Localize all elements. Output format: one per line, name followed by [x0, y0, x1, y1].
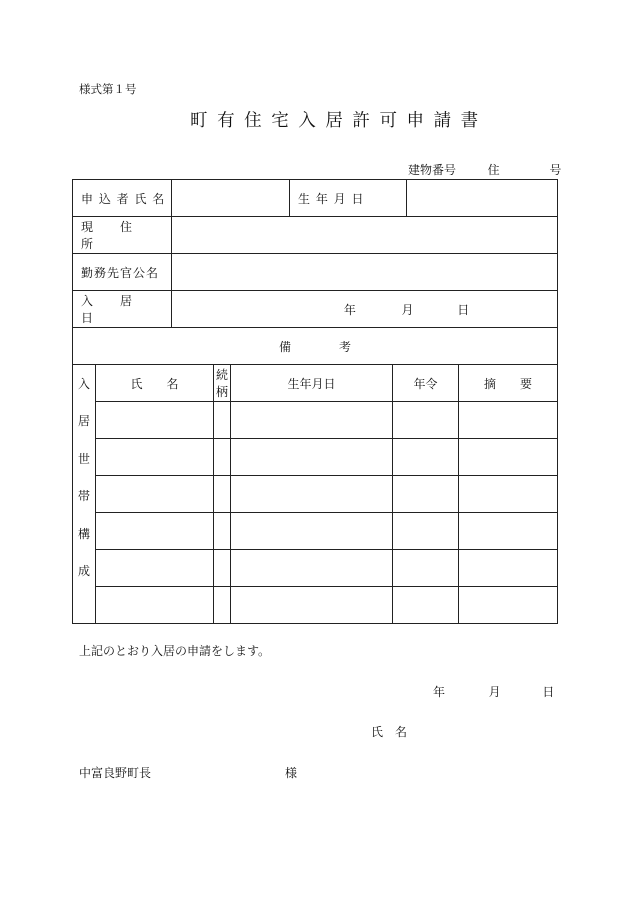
member-age-cell[interactable]	[393, 550, 459, 587]
member-remarks-cell[interactable]	[459, 587, 558, 624]
dob-label: 生 年 月 日	[290, 180, 407, 217]
address-field[interactable]	[172, 217, 558, 254]
member-remarks-cell[interactable]	[459, 476, 558, 513]
household-row	[73, 476, 558, 513]
member-age-cell[interactable]	[393, 587, 459, 624]
member-age-cell[interactable]	[393, 439, 459, 476]
remarks-header: 備 考	[73, 328, 558, 365]
household-row	[73, 587, 558, 624]
building-number-line	[408, 161, 561, 178]
building-ju-label: 住	[487, 163, 500, 177]
member-relation-cell[interactable]	[214, 587, 231, 624]
date-day: 日	[542, 685, 555, 699]
application-statement: 上記のとおり入居の申請をします。	[79, 644, 271, 658]
member-remarks-cell[interactable]	[459, 550, 558, 587]
member-relation-cell[interactable]	[214, 476, 231, 513]
application-date	[433, 683, 554, 700]
col-relation-header: 続柄	[214, 365, 231, 402]
household-side-label	[73, 365, 96, 624]
member-relation-cell[interactable]	[214, 402, 231, 439]
member-name-cell[interactable]	[96, 439, 214, 476]
movein-date-label: 入 居 日	[73, 291, 172, 328]
applicant-name-label: 申 込 者 氏 名	[73, 180, 172, 217]
member-name-cell[interactable]	[96, 476, 214, 513]
household-row	[73, 439, 558, 476]
col-age-header: 年令	[393, 365, 459, 402]
date-year: 年	[433, 685, 446, 699]
member-relation-cell[interactable]	[214, 550, 231, 587]
household-row	[73, 513, 558, 550]
side-char: 世	[77, 451, 90, 466]
member-age-cell[interactable]	[393, 402, 459, 439]
building-number-label: 建物番号	[408, 163, 457, 177]
applicant-name-field[interactable]	[172, 180, 290, 217]
member-dob-cell[interactable]	[231, 402, 393, 439]
col-dob-header: 生年月日	[231, 365, 393, 402]
movein-day: 日	[457, 302, 470, 317]
date-month: 月	[488, 685, 501, 699]
member-name-cell[interactable]	[96, 550, 214, 587]
household-row	[73, 402, 558, 439]
member-dob-cell[interactable]	[231, 439, 393, 476]
member-dob-cell[interactable]	[231, 513, 393, 550]
member-name-cell[interactable]	[96, 587, 214, 624]
address-label: 現 住 所	[73, 217, 172, 254]
movein-year: 年	[343, 302, 356, 317]
employer-field[interactable]	[172, 254, 558, 291]
member-dob-cell[interactable]	[231, 550, 393, 587]
member-age-cell[interactable]	[393, 513, 459, 550]
side-char: 構	[77, 526, 90, 541]
member-dob-cell[interactable]	[231, 476, 393, 513]
movein-month: 月	[401, 302, 414, 317]
signer-name-label: 氏 名	[371, 725, 408, 739]
document-title: 町 有 住 宅 入 居 許 可 申 請 書	[190, 111, 481, 131]
application-table	[72, 179, 558, 624]
movein-date-field[interactable]	[172, 291, 558, 328]
member-name-cell[interactable]	[96, 513, 214, 550]
dob-field[interactable]	[407, 180, 558, 217]
employer-label: 勤務先官公名	[73, 254, 172, 291]
member-name-cell[interactable]	[96, 402, 214, 439]
col-remarks-header: 摘 要	[459, 365, 558, 402]
side-char: 居	[77, 414, 90, 429]
member-remarks-cell[interactable]	[459, 439, 558, 476]
member-relation-cell[interactable]	[214, 439, 231, 476]
addressee-mayor: 中富良野町長	[79, 766, 152, 780]
member-remarks-cell[interactable]	[459, 513, 558, 550]
member-remarks-cell[interactable]	[459, 402, 558, 439]
col-name-header: 氏 名	[96, 365, 214, 402]
member-dob-cell[interactable]	[231, 587, 393, 624]
side-char: 成	[77, 563, 90, 578]
member-age-cell[interactable]	[393, 476, 459, 513]
member-relation-cell[interactable]	[214, 513, 231, 550]
side-char: 入	[77, 377, 90, 391]
form-number: 様式第１号	[79, 82, 137, 96]
side-char: 帯	[77, 489, 90, 504]
building-go-label: 号	[549, 163, 562, 177]
household-row	[73, 550, 558, 587]
addressee-honorific: 様	[285, 766, 298, 780]
